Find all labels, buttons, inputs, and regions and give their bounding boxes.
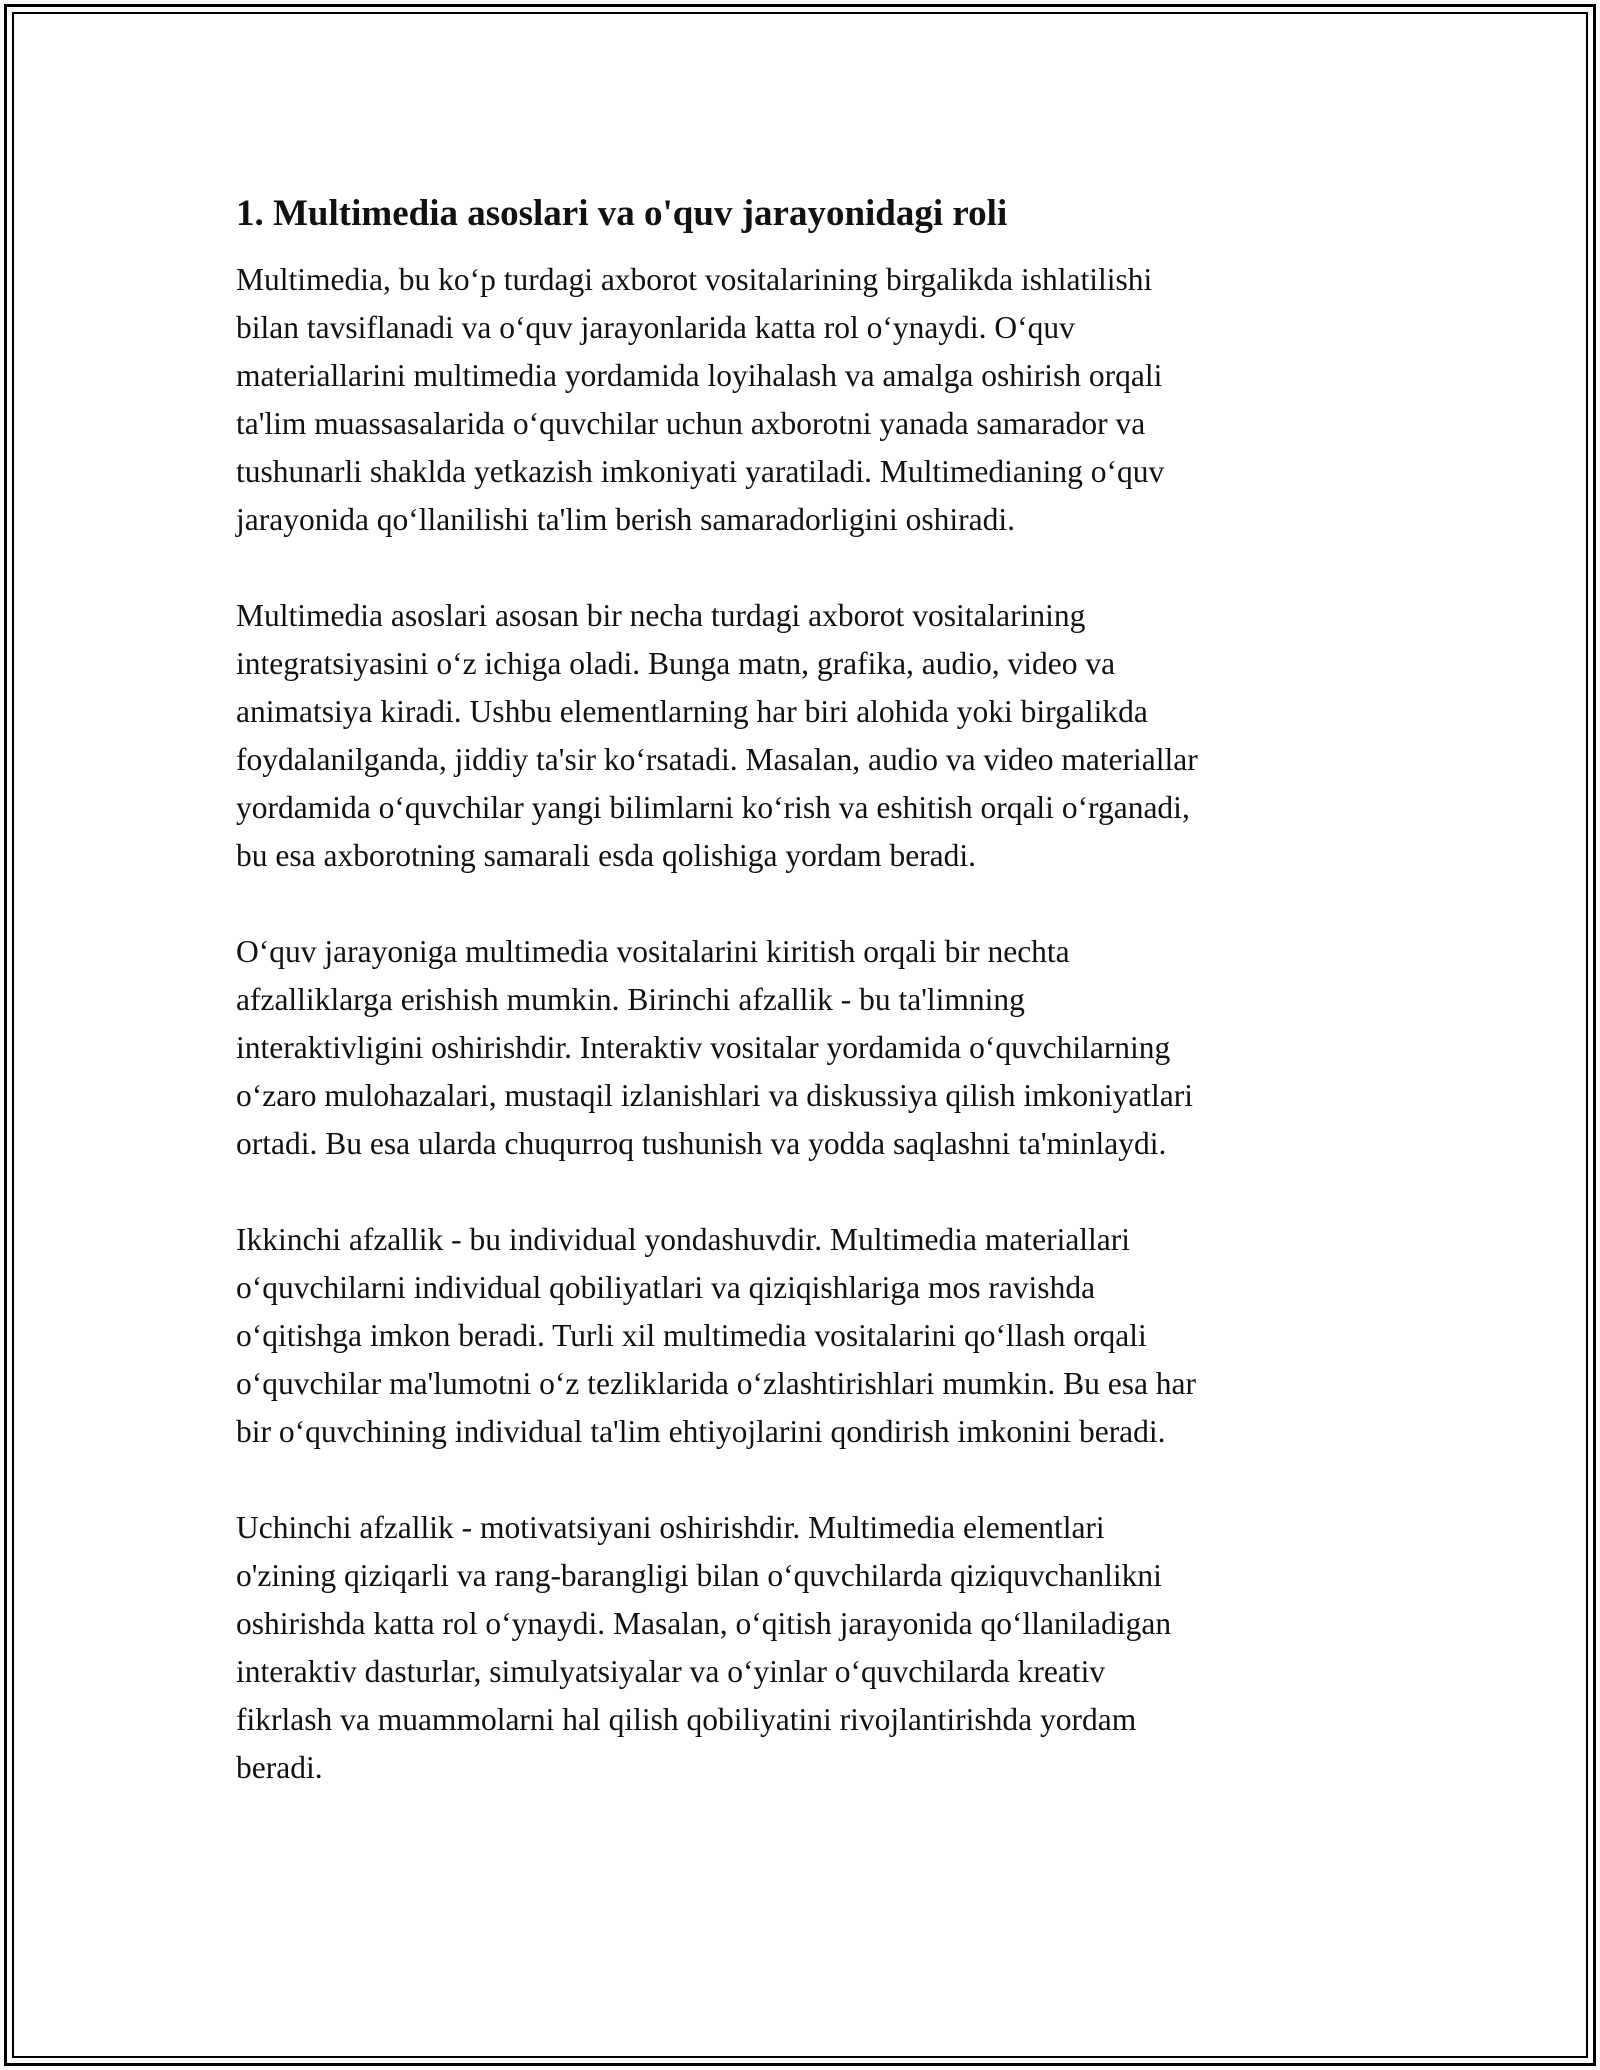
text-line: Multimedia, bu ko‘p turdagi axborot vositalarining birgalikda ishlatilishi (236, 262, 1153, 297)
paragraph-3 (236, 928, 1366, 1168)
text-line: Ikkinchi afzallik - bu individual yondashuvdir. Multimedia materiallari (236, 1222, 1131, 1257)
text-line: o‘quvchilarni individual qobiliyatlari va qiziqishlariga mos ravishda (236, 1270, 1096, 1305)
text-line: beradi. (236, 1750, 323, 1785)
text-line: oshirishda katta rol o‘ynaydi. Masalan, o‘qitish jarayonida qo‘llaniladigan (236, 1606, 1172, 1641)
text-line: Multimedia asoslari asosan bir necha turdagi axborot vositalarining (236, 598, 1086, 633)
section-heading: 1. Multimedia asoslari va o'quv jarayonidagi roli (236, 193, 1008, 234)
text-line: integratsiyasini o‘z ichiga oladi. Bunga matn, grafika, audio, video va (236, 646, 1116, 681)
text-line: ta'lim muassasalarida o‘quvchilar uchun axborotni yanada samarador va (236, 406, 1146, 441)
document-body (236, 188, 1366, 1840)
text-line: yordamida o‘quvchilar yangi bilimlarni ko‘rish va eshitish orqali o‘rganadi, (236, 790, 1190, 825)
text-line: o‘quvchilar ma'lumotni o‘z tezliklarida o‘zlashtirishlari mumkin. Bu esa har (236, 1366, 1197, 1401)
paragraph-1 (236, 256, 1366, 544)
text-line: O‘quv jarayoniga multimedia vositalarini kiritish orqali bir nechta (236, 934, 1070, 969)
text-line: bilan tavsiflanadi va o‘quv jarayonlarida katta rol o‘ynaydi. O‘quv (236, 310, 1075, 345)
text-line: o'zining qiziqarli va rang-barangligi bilan o‘quvchilarda qiziquvchanlikni (236, 1558, 1162, 1593)
paragraph-5 (236, 1504, 1366, 1792)
text-line: materiallarini multimedia yordamida loyihalash va amalga oshirish orqali (236, 358, 1163, 393)
text-line: Uchinchi afzallik - motivatsiyani oshirishdir. Multimedia elementlari (236, 1510, 1105, 1545)
text-line: jarayonida qo‘llanilishi ta'lim berish samaradorligini oshiradi. (236, 502, 1015, 537)
text-line: fikrlash va muammolarni hal qilish qobiliyatini rivojlantirishda yordam (236, 1702, 1137, 1737)
paragraph-2 (236, 592, 1366, 880)
text-line: bir o‘quvchining individual ta'lim ehtiyojlarini qondirish imkonini beradi. (236, 1414, 1166, 1449)
text-line: animatsiya kiradi. Ushbu elementlarning har biri alohida yoki birgalikda (236, 694, 1148, 729)
text-line: ortadi. Bu esa ularda chuqurroq tushunish va yodda saqlashni ta'minlaydi. (236, 1126, 1167, 1161)
text-line: o‘zaro mulohazalari, mustaqil izlanishlari va diskussiya qilish imkoniyatlari (236, 1078, 1194, 1113)
text-line: o‘qitishga imkon beradi. Turli xil multimedia vositalarini qo‘llash orqali (236, 1318, 1147, 1353)
text-line: interaktiv dasturlar, simulyatsiyalar va o‘yinlar o‘quvchilarda kreativ (236, 1654, 1106, 1689)
text-line: afzalliklarga erishish mumkin. Birinchi afzallik - bu ta'limning (236, 982, 1025, 1017)
text-line: bu esa axborotning samarali esda qolishiga yordam beradi. (236, 838, 977, 873)
text-line: foydalanilganda, jiddiy ta'sir ko‘rsatadi. Masalan, audio va video materiallar (236, 742, 1198, 777)
text-line: interaktivligini oshirishdir. Interaktiv vositalar yordamida o‘quvchilarning (236, 1030, 1171, 1065)
paragraph-4 (236, 1216, 1366, 1456)
text-line: tushunarli shaklda yetkazish imkoniyati yaratiladi. Multimedianing o‘quv (236, 454, 1165, 489)
